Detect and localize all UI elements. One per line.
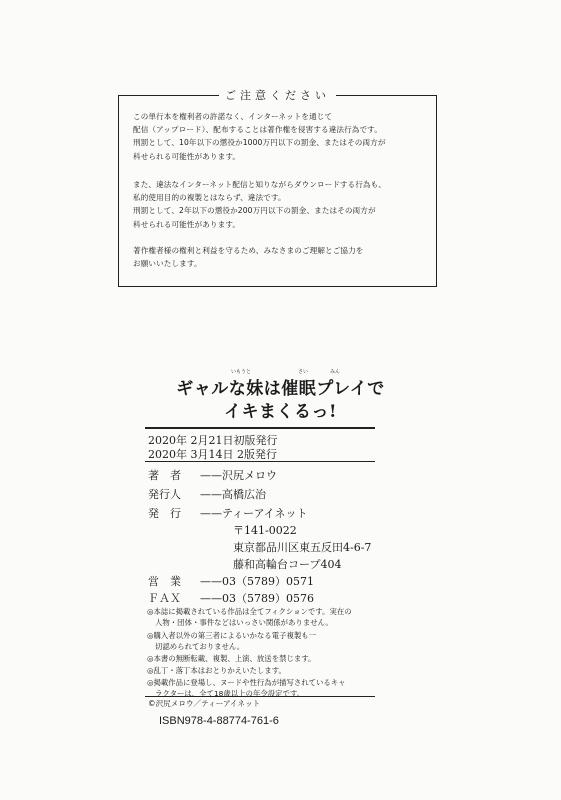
edition-second: 2020年 3月14日 2版発行 — [148, 448, 277, 461]
sales-value: ——03（5789）0571 — [200, 575, 314, 588]
note-line: ラクターは、全て18歳以上の年令設定です。 — [155, 689, 305, 698]
notice-line: また、違法なインターネット配信と知りながらダウンロードする行為も、 — [133, 180, 386, 189]
ruby-sai: さい — [298, 369, 309, 375]
postal-code: 〒141-0022 — [233, 524, 297, 537]
fax-row — [148, 590, 314, 606]
notice-line: お願いいたします。 — [133, 259, 202, 269]
notice-line: 刑罰として、2年以下の懲役か200万円以下の罰金、またはその両方が — [133, 206, 376, 216]
fax-label: ＦＡＸ — [148, 592, 181, 605]
note-line: ◎本誌に掲載されている作品は全てフィクションです。実在の — [147, 607, 352, 616]
notice-line: 科せられる可能性があります。 — [133, 151, 241, 161]
author-label: 著 者 — [148, 469, 181, 482]
note-line: ◎本書の無断転載、複製、上演、放送を禁じます。 — [147, 654, 316, 663]
fax-value: ——03（5789）0576 — [200, 592, 314, 605]
note-line: 切認められておりません。 — [155, 642, 245, 651]
notice-line: 配信（アップロード）、配布することは著作権を侵害する違法行為です。 — [133, 125, 382, 135]
author-value: ——沢尻メロウ — [200, 469, 277, 482]
book-title-line-1: ギャルな妹は催眠プレイで — [176, 379, 385, 399]
book-title-line-2: イキまくるっ! — [224, 402, 337, 422]
notice-line: 刑罰として、10年以下の懲役か1000万円以下の罰金、またはその両方が — [133, 138, 386, 148]
isbn: ISBN978-4-88774-761-6 — [159, 715, 279, 727]
notice-line: 科せられる可能性があります。 — [133, 219, 241, 229]
publisher-row — [148, 505, 307, 521]
notice-line: この単行本を権利者の許諾なく、インターネットを通じて — [133, 112, 333, 121]
notice-box — [118, 89, 437, 287]
publisher-person-label: 発行人 — [148, 488, 181, 501]
sales-label: 営 業 — [148, 575, 181, 588]
ruby-min: みん — [330, 369, 341, 375]
note-line: ◎購入者以外の第三者によるいかなる電子複製も一 — [147, 631, 317, 640]
notice-paragraph-2 — [133, 178, 433, 231]
notice-title: ご注意ください — [119, 87, 436, 103]
edition-first: 2020年 2月21日初版発行 — [148, 434, 278, 447]
publisher-value: ——ティーアイネット — [200, 507, 308, 520]
author-row — [148, 467, 277, 483]
divider-thick — [145, 427, 375, 429]
sales-row — [148, 573, 314, 589]
notice-paragraph-3 — [133, 244, 433, 270]
note-line: ◎乱丁・落丁本はおとりかえいたします。 — [147, 666, 286, 675]
notice-line: 著作権者様の権利と利益を守るため、みなさまのご理解とご協力を — [133, 246, 364, 255]
notice-line: 私的使用目的の複製とはならず、違法です。 — [133, 193, 286, 203]
note-line: 人物・団体・事件などはいっさい関係がありません。 — [155, 618, 333, 627]
address-line-1: 東京都品川区東五反田4-6-7 — [233, 541, 372, 554]
ruby-imouto: いもうと — [231, 369, 252, 375]
publisher-label: 発 行 — [148, 507, 181, 520]
publisher-person-row — [148, 486, 266, 502]
copyright: ©沢尻メロウ／ティーアイネット — [148, 699, 261, 708]
address-line-2: 藤和高輪台コープ404 — [233, 558, 342, 571]
divider-bottom — [145, 696, 375, 697]
divider-thin — [145, 461, 375, 462]
notice-paragraph-1 — [133, 110, 433, 163]
publisher-person-value: ——高橋広治 — [200, 488, 266, 501]
note-line: ◎掲載作品に登場し、ヌードや性行為が描写されているキャ — [147, 678, 346, 687]
